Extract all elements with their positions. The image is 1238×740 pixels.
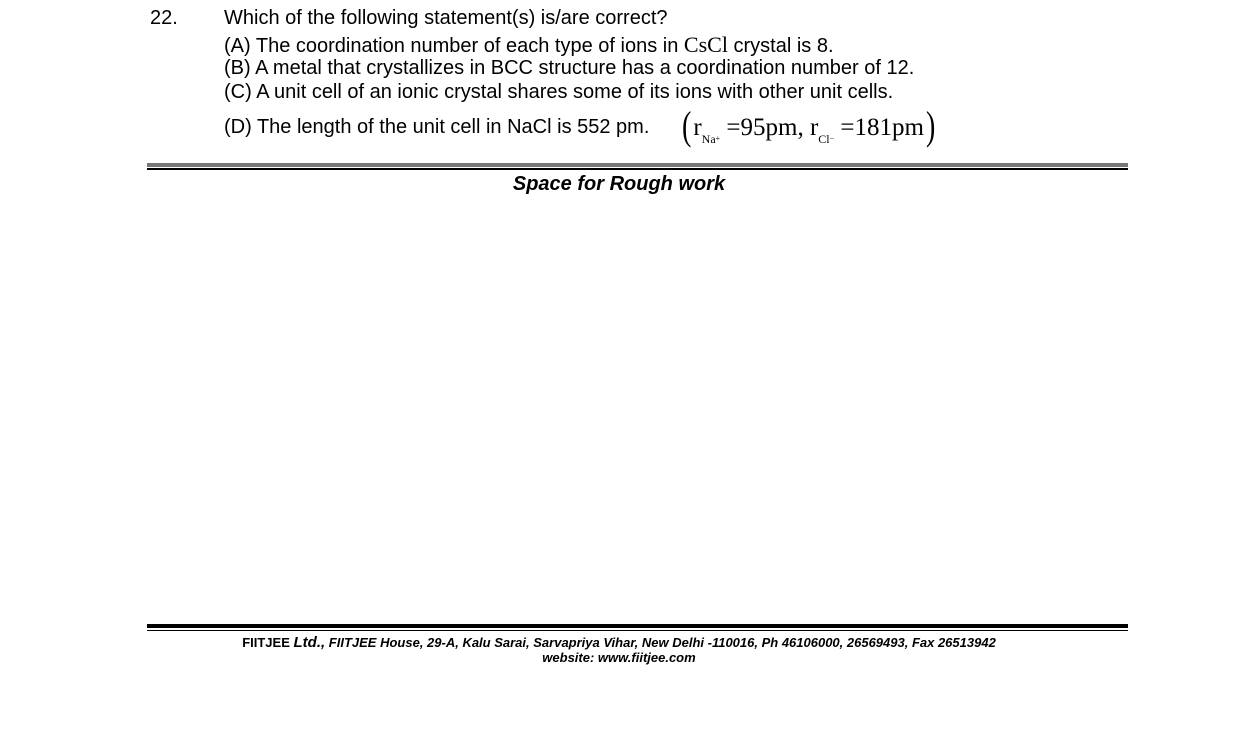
question-number: 22. (150, 7, 178, 29)
formula-r2: r (809, 114, 819, 141)
formula-r1-sub: Na+ (701, 132, 721, 146)
footer-divider (147, 624, 1128, 631)
footer-address (0, 634, 1238, 651)
option-d-formula (680, 103, 937, 152)
question-stem: Which of the following statement(s) is/are correct? (224, 7, 668, 29)
option-d: (D) The length of the unit cell in NaCl is 552 pm. (224, 116, 650, 138)
formula-r1-sup: + (715, 134, 721, 143)
option-b: (B) A metal that crystallizes in BCC structure has a coordination number of 12. (224, 57, 915, 79)
footer-brand: FIITJEE (242, 635, 290, 650)
formula-eq2: =181pm (834, 114, 924, 141)
formula-r1: r (693, 114, 702, 141)
footer-website: website: www.fiitjee.com (542, 650, 696, 665)
option-c: (C) A unit cell of an ionic crystal shares some of its ions with other unit cells. (224, 81, 894, 103)
formula-r2-sub: Cl− (818, 132, 835, 146)
option-a-formula: CsCl (683, 32, 728, 57)
formula-close-paren: ) (925, 103, 936, 148)
formula-r2-sup: − (829, 134, 835, 143)
formula-open-paren: ( (681, 103, 692, 148)
formula-body (693, 114, 924, 146)
footer-address-text: FIITJEE House, 29-A, Kalu Sarai, Sarvapriya Vihar, New Delhi -110016, Ph 46106000, 26569493, Fax 26513942 (328, 635, 996, 650)
rough-work-heading: Space for Rough work (512, 173, 726, 195)
option-a (224, 32, 834, 58)
top-divider (147, 163, 1128, 170)
footer-ltd: Ltd., (293, 634, 326, 651)
formula-eq1: =95pm, (720, 114, 810, 141)
option-a-suffix: crystal is 8. (733, 35, 834, 57)
option-a-prefix: (A) The coordination number of each type of ions in (224, 35, 679, 57)
